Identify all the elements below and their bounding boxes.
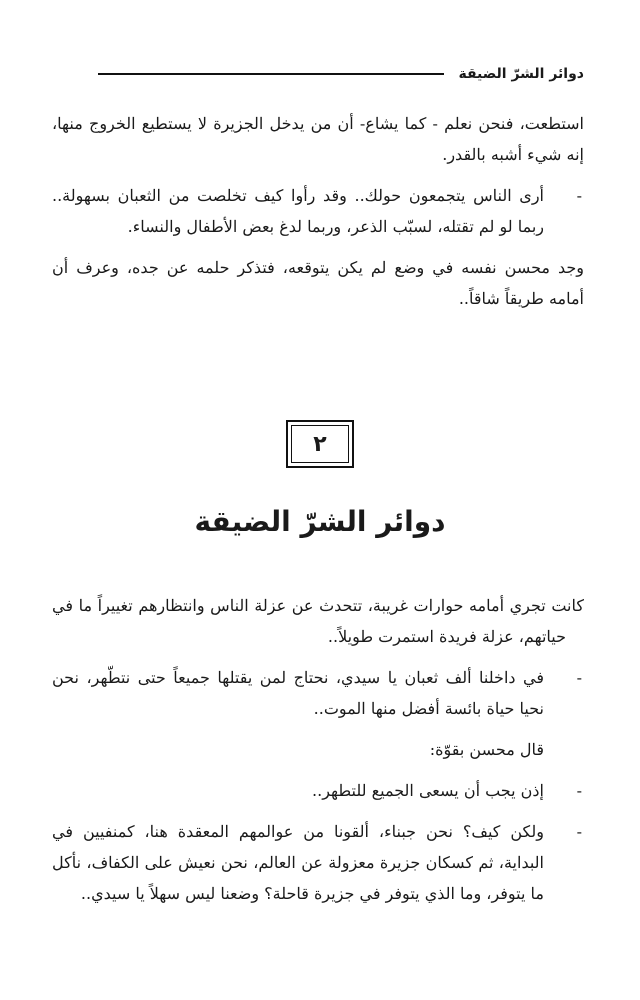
paragraph-continued: استطعت، فنحن نعلم - كما يشاع- أن من يدخل الجزيرة لا يستطيع الخروج منها، إنه شيء أشبه بالقدر.	[52, 114, 584, 164]
dialogue-dash: -	[576, 822, 582, 841]
dialogue-dash: -	[576, 186, 582, 205]
dialogue-dash: -	[576, 668, 582, 687]
running-header	[98, 62, 584, 86]
narration-line: قال محسن بقوّة:	[429, 740, 544, 759]
dialogue-text: إذن يجب أن يسعى الجميع للتطهر..	[312, 781, 544, 800]
top-text-section	[52, 108, 584, 314]
opening-paragraph: كانت تجري أمامه حوارات غريبة، تتحدث عن عزلة الناس وانتظارهم تغييراً ما في حياتهم، عزلة فريدة استمرت طويلاً..	[52, 596, 584, 646]
dialogue-line	[52, 662, 584, 724]
dialogue-text: في داخلنا ألف ثعبان يا سيدي، نحتاج لمن يقتلها جميعاً حتى نتطّهر، نحن نحيا حياة بائسة أفضل منها الموت..	[52, 668, 544, 718]
dialogue-line	[52, 775, 584, 806]
dialogue-text: ولكن كيف؟ نحن جبناء، ألقونا من عوالمهم المعقدة هنا، كمنفيين في البداية، ثم كسكان جزيرة معزولة عن العالم، نحن نعيش على الكفاف، نأكل ما يتوفر، وما الذي يتوفر في جزيرة قاحلة؟ وضعنا ليس سهلاً يا سيدي..	[52, 822, 544, 903]
dialogue-dash: -	[576, 781, 582, 800]
paragraph: وجد محسن نفسه في وضع لم يكن يتوقعه، فتذكر حلمه عن جده، وعرف أن أمامه طريقاً شاقاً..	[52, 258, 584, 308]
dialogue-line	[52, 816, 584, 909]
running-title: دوائر الشرّ الضيقة	[458, 66, 584, 82]
chapter-body-section	[52, 590, 584, 909]
chapter-title: دوائر الشرّ الضيقة	[194, 505, 446, 538]
chapter-number-box	[286, 420, 354, 468]
dialogue-text: أرى الناس يتجمعون حولك.. وقد رأوا كيف تخلصت من الثعبان بسهولة.. ربما لو لم تقتله، لسبّب الذعر، وربما لدغ بعض الأطفال والنساء.	[52, 186, 544, 236]
chapter-number: ٢	[291, 425, 349, 463]
dialogue-line	[52, 180, 584, 242]
header-rule	[98, 73, 444, 75]
